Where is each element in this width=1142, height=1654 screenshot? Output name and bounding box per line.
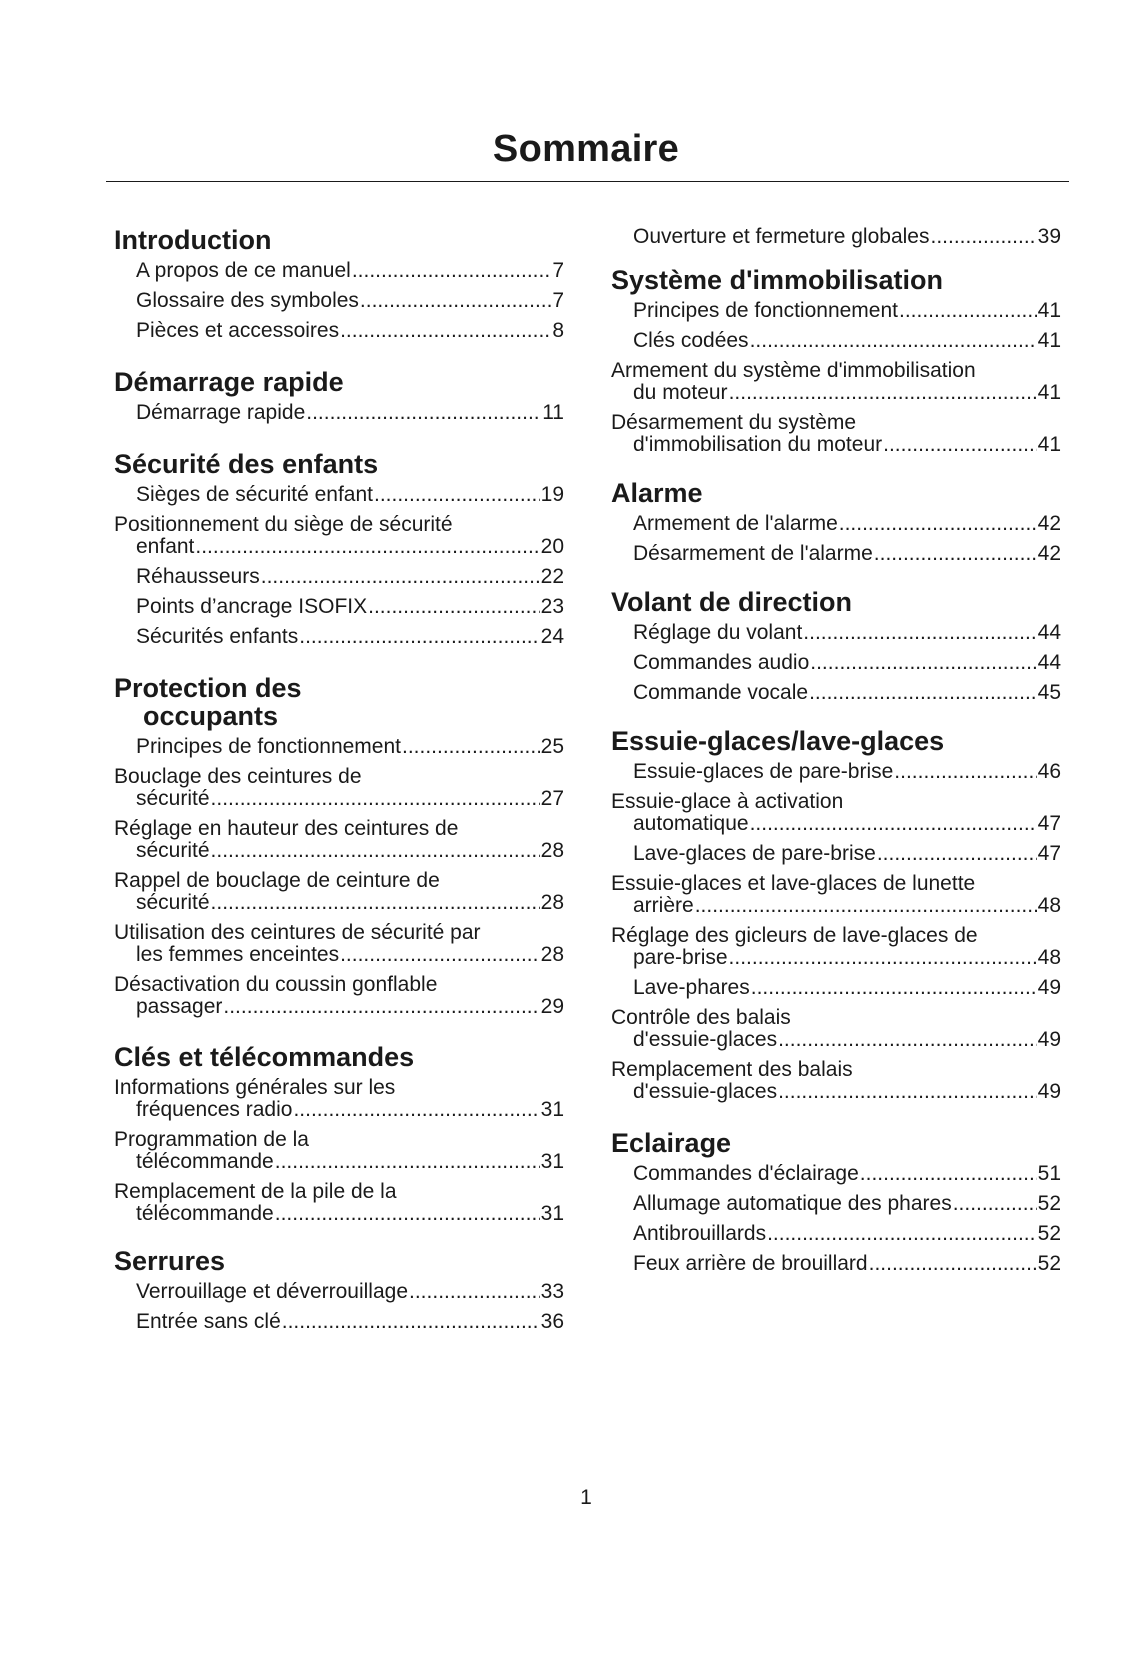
entry-title-line: Remplacement de la pile de la	[114, 1180, 397, 1203]
entry-line	[633, 1081, 1061, 1103]
entry-page-number: 48	[1037, 946, 1061, 969]
entry-line	[633, 1223, 1061, 1245]
toc-entry[interactable]	[611, 843, 1061, 865]
toc-entry-list	[114, 1281, 564, 1333]
entry-line	[136, 996, 564, 1018]
entry-page-number: 7	[552, 289, 564, 312]
dot-leader	[211, 840, 540, 862]
entry-page-number: 33	[540, 1280, 564, 1303]
entry-title: Armement de l'alarme	[633, 512, 838, 535]
dot-leader	[293, 1099, 539, 1121]
toc-section-eclairage	[611, 1129, 1061, 1275]
dot-leader	[860, 1163, 1037, 1185]
entry-line	[633, 226, 1061, 248]
entry-line	[136, 596, 564, 618]
entry-line	[633, 513, 1061, 535]
entry-page-number: 22	[540, 565, 564, 588]
toc-entry[interactable]	[611, 360, 1061, 404]
dot-leader	[877, 843, 1037, 865]
toc-entry-list	[114, 736, 564, 1018]
entry-line	[136, 892, 564, 914]
entry-title-line: Bouclage des ceintures de	[114, 765, 362, 788]
entry-line	[136, 536, 564, 558]
entry-title: Lave-phares	[633, 976, 750, 999]
entry-line	[136, 626, 564, 648]
dot-leader	[211, 892, 540, 914]
toc-entry[interactable]	[114, 514, 564, 558]
toc-entry-list	[611, 1163, 1061, 1275]
entry-page-number: 42	[1037, 542, 1061, 565]
entry-page-number: 49	[1037, 976, 1061, 999]
entry-page-number: 31	[540, 1098, 564, 1121]
page-title: Sommaire	[492, 128, 680, 170]
entry-line	[633, 947, 1061, 969]
entry-page-number: 27	[540, 787, 564, 810]
section-heading: Clés et télécommandes	[114, 1042, 415, 1072]
toc-entry[interactable]	[611, 925, 1061, 969]
section-heading: Système d'immobilisation	[611, 265, 944, 295]
entry-title: Essuie-glaces de pare-brise	[633, 760, 894, 783]
toc-section-systeme-d-immobilisation	[611, 266, 1061, 456]
dot-leader	[223, 996, 539, 1018]
entry-line	[136, 840, 564, 862]
dot-leader	[803, 622, 1036, 644]
entry-page-number: 28	[540, 943, 564, 966]
entry-line	[633, 813, 1061, 835]
toc-entry[interactable]	[611, 682, 1061, 704]
entry-title: automatique	[633, 812, 749, 835]
toc-entry[interactable]	[611, 652, 1061, 674]
toc-section-demarrage-rapide	[114, 368, 564, 424]
dot-leader	[195, 536, 539, 558]
entry-page-number: 36	[540, 1310, 564, 1333]
entry-line	[633, 330, 1061, 352]
entry-title: Lave-glaces de pare-brise	[633, 842, 876, 865]
dot-leader	[894, 761, 1036, 783]
entry-page-number: 29	[540, 995, 564, 1018]
entry-title-line: Désactivation du coussin gonflable	[114, 973, 438, 996]
dot-leader	[340, 944, 540, 966]
toc-entry[interactable]	[611, 622, 1061, 644]
toc-entry-list	[114, 1077, 564, 1225]
entry-page-number: 42	[1037, 512, 1061, 535]
entry-title-line: Réglage en hauteur des ceintures de	[114, 817, 459, 840]
entry-title-line: Informations générales sur les	[114, 1076, 396, 1099]
title-divider	[106, 181, 1069, 182]
entry-line	[136, 484, 564, 506]
entry-page-number: 44	[1037, 621, 1061, 644]
entry-page-number: 44	[1037, 651, 1061, 674]
toc-entry[interactable]	[114, 566, 564, 588]
section-heading: Alarme	[611, 478, 703, 508]
entry-page-number: 8	[552, 319, 564, 342]
toc-entry[interactable]	[114, 974, 564, 1018]
entry-title: Clés codées	[633, 329, 749, 352]
entry-title: Réhausseurs	[136, 565, 260, 588]
entry-page-number: 20	[540, 535, 564, 558]
toc-entry[interactable]	[611, 1007, 1061, 1051]
entry-page-number: 49	[1037, 1080, 1061, 1103]
entry-page-number: 39	[1037, 225, 1061, 248]
toc-entry[interactable]	[114, 922, 564, 966]
toc-section-protection-des-occupants	[114, 674, 564, 1018]
section-heading: Essuie-glaces/lave-glaces	[611, 726, 945, 756]
section-heading: Eclairage	[611, 1128, 732, 1158]
toc-entry-list	[114, 484, 564, 648]
entry-page-number: 19	[540, 483, 564, 506]
entry-title: Feux arrière de brouillard	[633, 1252, 868, 1275]
entry-line	[633, 652, 1061, 674]
entry-title-line: Réglage des gicleurs de lave-glaces de	[611, 924, 978, 947]
entry-title: Commandes audio	[633, 651, 810, 674]
toc-entry[interactable]	[611, 412, 1061, 456]
toc-entry[interactable]	[611, 1163, 1061, 1185]
entry-line	[633, 300, 1061, 322]
entry-page-number: 28	[540, 839, 564, 862]
dot-leader	[869, 1253, 1037, 1275]
entry-line	[136, 290, 564, 312]
entry-title-line: Désarmement du système	[611, 411, 857, 434]
toc-column-left	[114, 226, 564, 1341]
entry-page-number: 52	[1037, 1252, 1061, 1275]
section-heading: Introduction	[114, 225, 272, 255]
entry-title: d'essuie-glaces	[633, 1028, 778, 1051]
dot-leader	[306, 402, 541, 424]
toc-entry-list	[611, 226, 1061, 248]
entry-title: Antibrouillards	[633, 1222, 767, 1245]
toc-entry[interactable]	[114, 1311, 564, 1333]
entry-title: Réglage du volant	[633, 621, 803, 644]
entry-title: sécurité	[136, 839, 210, 862]
toc-entry[interactable]	[611, 1223, 1061, 1245]
toc-entry[interactable]	[611, 513, 1061, 535]
entry-title: enfant	[136, 535, 195, 558]
dot-leader	[778, 1081, 1037, 1103]
dot-leader	[729, 382, 1037, 404]
dot-leader	[368, 596, 540, 618]
dot-leader	[275, 1151, 540, 1173]
toc-section-serrures	[114, 1247, 564, 1333]
toc-entry[interactable]	[611, 761, 1061, 783]
entry-title: Entrée sans clé	[136, 1310, 281, 1333]
dot-leader	[299, 626, 539, 648]
entry-title-line: Armement du système d'immobilisation	[611, 359, 976, 382]
entry-title: Commande vocale	[633, 681, 809, 704]
entry-title: Démarrage rapide	[136, 401, 306, 424]
entry-line	[136, 260, 564, 282]
dot-leader	[767, 1223, 1037, 1245]
toc-entry[interactable]	[114, 1181, 564, 1225]
toc-entry[interactable]	[114, 320, 564, 342]
entry-page-number: 31	[540, 1150, 564, 1173]
toc-entry[interactable]	[611, 330, 1061, 352]
dot-leader	[883, 434, 1037, 456]
entry-page-number: 41	[1037, 433, 1061, 456]
entry-title: fréquences radio	[136, 1098, 293, 1121]
dot-leader	[275, 1203, 540, 1225]
entry-title-line: Positionnement du siège de sécurité	[114, 513, 453, 536]
toc-section-volant-de-direction	[611, 588, 1061, 704]
dot-leader	[340, 320, 551, 342]
entry-page-number: 45	[1037, 681, 1061, 704]
entry-title: sécurité	[136, 891, 210, 914]
entry-title: Sièges de sécurité enfant	[136, 483, 373, 506]
entry-title: Allumage automatique des phares	[633, 1192, 952, 1215]
entry-title: Verrouillage et déverrouillage	[136, 1280, 409, 1303]
dot-leader	[750, 813, 1037, 835]
dot-leader	[810, 652, 1036, 674]
entry-title-line: Essuie-glaces et lave-glaces de lunette	[611, 872, 976, 895]
toc-column-right	[611, 226, 1061, 1283]
entry-page-number: 52	[1037, 1222, 1061, 1245]
toc-entry[interactable]	[114, 402, 564, 424]
entry-line	[136, 736, 564, 758]
toc-entry[interactable]	[114, 290, 564, 312]
dot-leader	[352, 260, 552, 282]
toc-entry-list	[611, 300, 1061, 456]
toc-entry-list	[114, 260, 564, 342]
toc-entry[interactable]	[114, 1129, 564, 1173]
toc-entry-list	[114, 402, 564, 424]
toc-entry[interactable]	[114, 626, 564, 648]
entry-title-line: Contrôle des balais	[611, 1006, 791, 1029]
entry-line	[633, 543, 1061, 565]
entry-page-number: 11	[542, 401, 564, 424]
entry-page-number: 48	[1037, 894, 1061, 917]
toc-entry[interactable]	[611, 543, 1061, 565]
toc-section-essuie-glaces-lave-glaces	[611, 727, 1061, 1103]
section-heading: Volant de direction	[611, 587, 853, 617]
page-number: 1	[580, 1486, 592, 1509]
toc-entry[interactable]	[611, 791, 1061, 835]
entry-line	[633, 761, 1061, 783]
dot-leader	[374, 484, 540, 506]
entry-line	[136, 1099, 564, 1121]
entry-page-number: 41	[1037, 299, 1061, 322]
toc-entry[interactable]	[114, 260, 564, 282]
toc-entry[interactable]	[114, 484, 564, 506]
entry-page-number: 7	[552, 259, 564, 282]
entry-line	[136, 944, 564, 966]
toc-entry[interactable]	[114, 870, 564, 914]
entry-title: Désarmement de l'alarme	[633, 542, 873, 565]
entry-line	[136, 1311, 564, 1333]
entry-title: Principes de fonctionnement	[136, 735, 401, 758]
dot-leader	[750, 330, 1037, 352]
toc-entry-list	[611, 761, 1061, 1103]
entry-title: d'essuie-glaces	[633, 1080, 778, 1103]
dot-leader	[874, 543, 1037, 565]
toc-section-continued	[611, 226, 1061, 248]
dot-leader	[729, 947, 1037, 969]
entry-title: pare-brise	[633, 946, 728, 969]
entry-line	[633, 1163, 1061, 1185]
dot-leader	[751, 977, 1037, 999]
entry-title: les femmes enceintes	[136, 943, 340, 966]
toc-entry-list	[611, 622, 1061, 704]
entry-line	[136, 1203, 564, 1225]
toc-section-introduction	[114, 226, 564, 342]
toc-entry[interactable]	[114, 818, 564, 862]
entry-title: d'immobilisation du moteur	[633, 433, 883, 456]
toc-entry[interactable]	[611, 977, 1061, 999]
toc-entry[interactable]	[114, 766, 564, 810]
entry-title: Glossaire des symboles	[136, 289, 359, 312]
entry-page-number: 52	[1037, 1192, 1061, 1215]
entry-title-line: Rappel de bouclage de ceinture de	[114, 869, 440, 892]
entry-title: télécommande	[136, 1202, 274, 1225]
entry-page-number: 31	[540, 1202, 564, 1225]
entry-title: télécommande	[136, 1150, 274, 1173]
toc-entry[interactable]	[114, 1281, 564, 1303]
entry-title: Points d’ancrage ISOFIX	[136, 595, 368, 618]
entry-page-number: 23	[540, 595, 564, 618]
dot-leader	[839, 513, 1037, 535]
entry-title: Ouverture et fermeture globales	[633, 225, 930, 248]
dot-leader	[211, 788, 540, 810]
entry-title: Sécurités enfants	[136, 625, 299, 648]
entry-line	[633, 682, 1061, 704]
section-heading: Serrures	[114, 1246, 226, 1276]
dot-leader	[695, 895, 1037, 917]
dot-leader	[930, 226, 1036, 248]
toc-section-alarme	[611, 479, 1061, 565]
entry-line	[136, 788, 564, 810]
entry-title: Pièces et accessoires	[136, 319, 340, 342]
dot-leader	[261, 566, 540, 588]
entry-page-number: 49	[1037, 1028, 1061, 1051]
dot-leader	[409, 1281, 540, 1303]
toc-entry[interactable]	[611, 1253, 1061, 1275]
dot-leader	[360, 290, 551, 312]
entry-line	[633, 977, 1061, 999]
section-heading: Sécurité des enfants	[114, 449, 379, 479]
entry-line	[633, 1193, 1061, 1215]
toc-entry[interactable]	[611, 1059, 1061, 1103]
entry-title-line: Essuie-glace à activation	[611, 790, 844, 813]
entry-line	[633, 434, 1061, 456]
dot-leader	[282, 1311, 540, 1333]
entry-title: sécurité	[136, 787, 210, 810]
entry-line	[136, 1281, 564, 1303]
toc-entry[interactable]	[611, 1193, 1061, 1215]
entry-line	[633, 1253, 1061, 1275]
entry-line	[633, 895, 1061, 917]
dot-leader	[402, 736, 540, 758]
toc-entry[interactable]	[114, 1077, 564, 1121]
toc-entry-list	[611, 513, 1061, 565]
section-heading: Protection des occupants	[114, 673, 302, 731]
entry-page-number: 47	[1037, 842, 1061, 865]
entry-line	[633, 843, 1061, 865]
entry-line	[136, 566, 564, 588]
entry-title: Commandes d'éclairage	[633, 1162, 859, 1185]
toc-section-securite-des-enfants	[114, 450, 564, 648]
entry-page-number: 47	[1037, 812, 1061, 835]
toc-entry[interactable]	[114, 736, 564, 758]
toc-entry[interactable]	[611, 226, 1061, 248]
entry-title: Principes de fonctionnement	[633, 299, 898, 322]
entry-line	[633, 1029, 1061, 1051]
section-heading: Démarrage rapide	[114, 367, 344, 397]
entry-page-number: 28	[540, 891, 564, 914]
entry-page-number: 41	[1037, 381, 1061, 404]
entry-title: arrière	[633, 894, 694, 917]
toc-entry[interactable]	[114, 596, 564, 618]
entry-page-number: 25	[540, 735, 564, 758]
entry-title: passager	[136, 995, 223, 1018]
entry-page-number: 41	[1037, 329, 1061, 352]
entry-line	[633, 382, 1061, 404]
entry-page-number: 46	[1037, 760, 1061, 783]
dot-leader	[809, 682, 1037, 704]
toc-entry[interactable]	[611, 873, 1061, 917]
entry-title-line: Utilisation des ceintures de sécurité par	[114, 921, 481, 944]
entry-line	[136, 320, 564, 342]
dot-leader	[953, 1193, 1037, 1215]
toc-section-cles-et-telecommandes	[114, 1043, 564, 1225]
entry-title: A propos de ce manuel	[136, 259, 351, 282]
dot-leader	[778, 1029, 1037, 1051]
entry-line	[136, 402, 564, 424]
entry-page-number: 24	[540, 625, 564, 648]
entry-title: du moteur	[633, 381, 728, 404]
entry-title-line: Remplacement des balais	[611, 1058, 853, 1081]
entry-line	[633, 622, 1061, 644]
entry-page-number: 51	[1037, 1162, 1061, 1185]
toc-entry[interactable]	[611, 300, 1061, 322]
dot-leader	[899, 300, 1037, 322]
entry-line	[136, 1151, 564, 1173]
entry-title-line: Programmation de la	[114, 1128, 309, 1151]
